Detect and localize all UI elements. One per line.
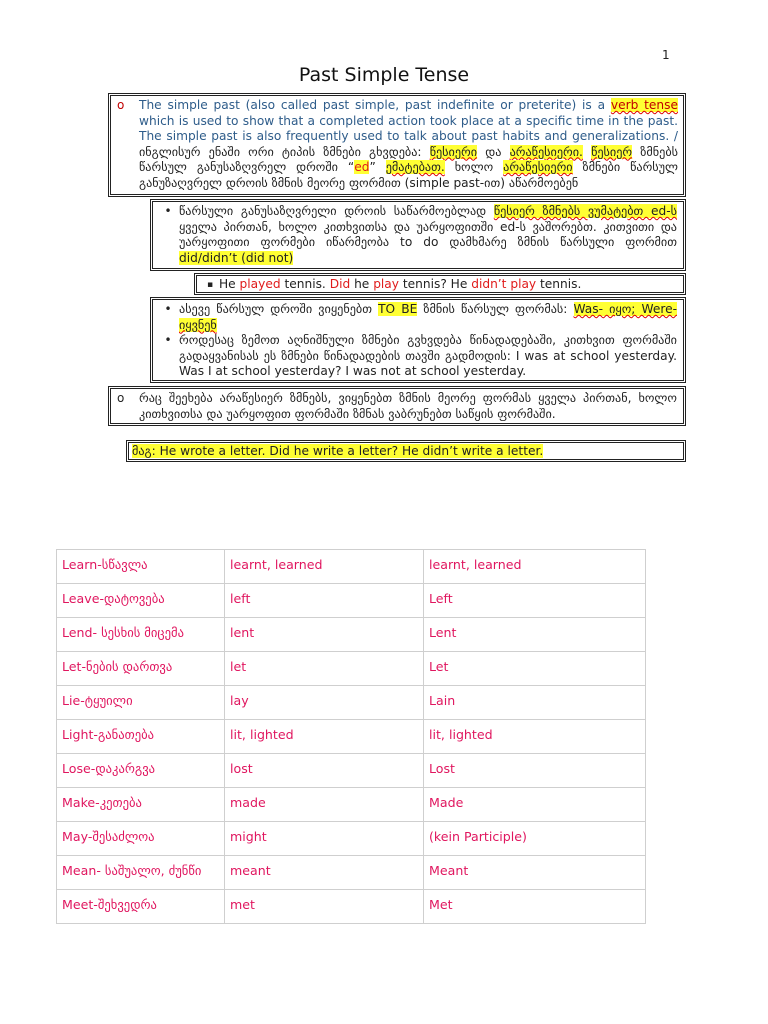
dot-bullet-icon: •	[164, 204, 172, 218]
circle-bullet-icon: o	[117, 391, 125, 405]
verb-past-cell: lent	[225, 618, 424, 652]
verb-participle-cell: lit, lighted	[424, 720, 646, 754]
definition-text-2: which is used to show that a completed action took place at a specific time in the past. The simple past is also frequently used to talk about past habits and generalizations. /	[139, 113, 678, 143]
ex-word: he	[350, 277, 374, 291]
verb-past-cell: left	[225, 584, 424, 618]
verb-base-cell: Make-კეთება	[57, 788, 225, 822]
ex-word: tennis? He	[399, 277, 472, 291]
verb-base-cell: Light-განათება	[57, 720, 225, 754]
verb-participle-cell: Left	[424, 584, 646, 618]
definition-text: The simple past (also called past simple, past indefinite or preterite) is a	[139, 98, 611, 112]
georgian-text: ინგლისურ ენაში ორი ტიპის ზმნები გხვდება:	[139, 144, 430, 159]
verb-past-cell: lost	[225, 754, 424, 788]
georgian-text-3: ხოლო	[444, 160, 504, 174]
ex-did: Did	[329, 277, 351, 291]
page-number: 1	[662, 48, 670, 62]
table-row	[57, 856, 646, 890]
ex-word: tennis.	[280, 277, 330, 291]
verb-past-cell: meant	[225, 856, 424, 890]
verb-past-cell: let	[225, 652, 424, 686]
example-box	[194, 273, 686, 295]
irregular-verbs-text: რაც შეეხება არაწესიერ ზმნებს, ვიყენებთ ზმნის მეორე ფორმას ყველა პირთან, ხოლო კითხვითსა და უარყოფით ფორმაში ზმნას ვაბრუნებთ საწყის ფორმაში.	[139, 391, 677, 421]
georgian-text-4: ზმნები წარსულ განუზაღვრელ დროის ზმნის მეორე ფორმით (simple past-ით) აწარმოებენ	[139, 160, 678, 190]
table-row	[57, 618, 646, 652]
verb-participle-cell: Lent	[424, 618, 646, 652]
verb-past-cell: met	[225, 890, 424, 924]
to-be-text	[179, 302, 677, 333]
highlight-ed: ed	[354, 160, 370, 174]
table-row	[57, 822, 646, 856]
definition-paragraph	[139, 98, 678, 191]
verbs-table-body	[57, 550, 646, 924]
verb-participle-cell: Meant	[424, 856, 646, 890]
to-be-box	[150, 297, 686, 383]
definition-box	[108, 93, 686, 197]
table-row	[57, 686, 646, 720]
table-row	[57, 754, 646, 788]
table-row	[57, 890, 646, 924]
verb-base-cell: Mean- საშუალო, ძუნწი	[57, 856, 225, 890]
highlight-added: ემატებათ.	[385, 160, 445, 174]
verb-base-cell: Lie-ტყუილი	[57, 686, 225, 720]
highlight-to-be: TO BE	[378, 302, 418, 316]
verb-past-cell: might	[225, 822, 424, 856]
verb-participle-cell: Let	[424, 652, 646, 686]
verb-participle-cell: Lain	[424, 686, 646, 720]
verb-participle-cell: learnt, learned	[424, 550, 646, 584]
square-bullet-icon: ▪	[206, 280, 214, 290]
to-be-text-2: ზმნის წარსულ ფორმას:	[417, 302, 574, 316]
verb-base-cell: Leave-დატოვება	[57, 584, 225, 618]
table-row	[57, 720, 646, 754]
verb-base-cell: Lend- სესხის მიცემა	[57, 618, 225, 652]
example-sentence	[219, 277, 677, 293]
table-row	[57, 584, 646, 618]
verb-base-cell: Meet-შეხვედრა	[57, 890, 225, 924]
irregular-example-box	[126, 440, 686, 462]
to-be-text-1: ასევე წარსულ დროში ვიყენებთ	[179, 302, 379, 316]
irregular-verbs-table	[56, 549, 646, 924]
ex-played: played	[239, 277, 281, 291]
verb-participle-cell: (kein Participle)	[424, 822, 646, 856]
verb-past-cell: made	[225, 788, 424, 822]
question-rule-text: როდესაც ზემოთ აღნიშნული ზმნები გვხვდება წინადადებაში, კითხვით ფორმაში გადაყვანისას ეს ზმნები წინადადების თავში გადმოდის: I was at school yesterday. Was I at school yesterday? I was not at school yesterday.	[179, 333, 677, 378]
highlight-regular: წესიერი	[429, 144, 478, 159]
verb-past-cell: learnt, learned	[225, 550, 424, 584]
highlight-regular-2: წესიერ	[591, 144, 633, 159]
verb-base-cell: Let-ნების დართვა	[57, 652, 225, 686]
highlight-verb-tense: verb tense	[610, 98, 678, 112]
regular-verbs-box	[150, 199, 686, 271]
dot-bullet-icon: •	[164, 333, 172, 347]
highlight-irregular-2: არაწესიერი	[503, 160, 573, 174]
ex-word: tennis.	[536, 277, 582, 291]
table-row	[57, 652, 646, 686]
regular-verbs-text	[179, 204, 677, 266]
irregular-example-text: მაგ: He wrote a letter. Did he write a letter? He didn’t write a letter.	[132, 444, 544, 458]
irregular-verbs-box	[108, 386, 686, 426]
verb-base-cell: May-შესაძლოა	[57, 822, 225, 856]
table-row	[57, 550, 646, 584]
verb-past-cell: lit, lighted	[225, 720, 424, 754]
ex-didnt-play: didn’t play	[471, 277, 537, 291]
verb-past-cell: lay	[225, 686, 424, 720]
dot-bullet-icon: •	[164, 302, 172, 316]
highlight-was-were: Was- იყო; Were- იყვნენ	[179, 302, 677, 332]
highlight-add-ed: წესიერ ზმნებს ვუმატებთ ed-ს	[493, 204, 677, 218]
georgian-text-2: ზმნებს წარსულ განუსაზღვრელ დროში “	[139, 144, 678, 174]
quote-close: ”	[369, 160, 386, 174]
regular-text-1: წარსული განუსაზღვრელი დროის საწარმოებლად	[179, 204, 494, 218]
verb-base-cell: Lose-დაკარგვა	[57, 754, 225, 788]
space-text	[583, 145, 591, 159]
highlight-irregular: არაწესიერი.	[509, 144, 583, 159]
verb-base-cell: Learn-სწავლა	[57, 550, 225, 584]
circle-bullet-icon: o	[117, 98, 125, 112]
page-title: Past Simple Tense	[298, 64, 470, 86]
regular-text-2: ყველა პირთან, ხოლო კითხვითსა და უარყოფითში ed-ს ვაშორებთ. კითვითი და უარყოფითი ფორმები იწარმეობა to do დამხმარე ზმნის წარსული ფორმით	[179, 219, 677, 249]
ex-play: play	[373, 277, 399, 291]
table-row	[57, 788, 646, 822]
highlight-did-didnt: did/didn’t (did not)	[179, 250, 294, 265]
verb-participle-cell: Met	[424, 890, 646, 924]
ex-word: He	[219, 277, 240, 291]
connector-text: და	[477, 144, 510, 159]
verb-participle-cell: Made	[424, 788, 646, 822]
verb-participle-cell: Lost	[424, 754, 646, 788]
